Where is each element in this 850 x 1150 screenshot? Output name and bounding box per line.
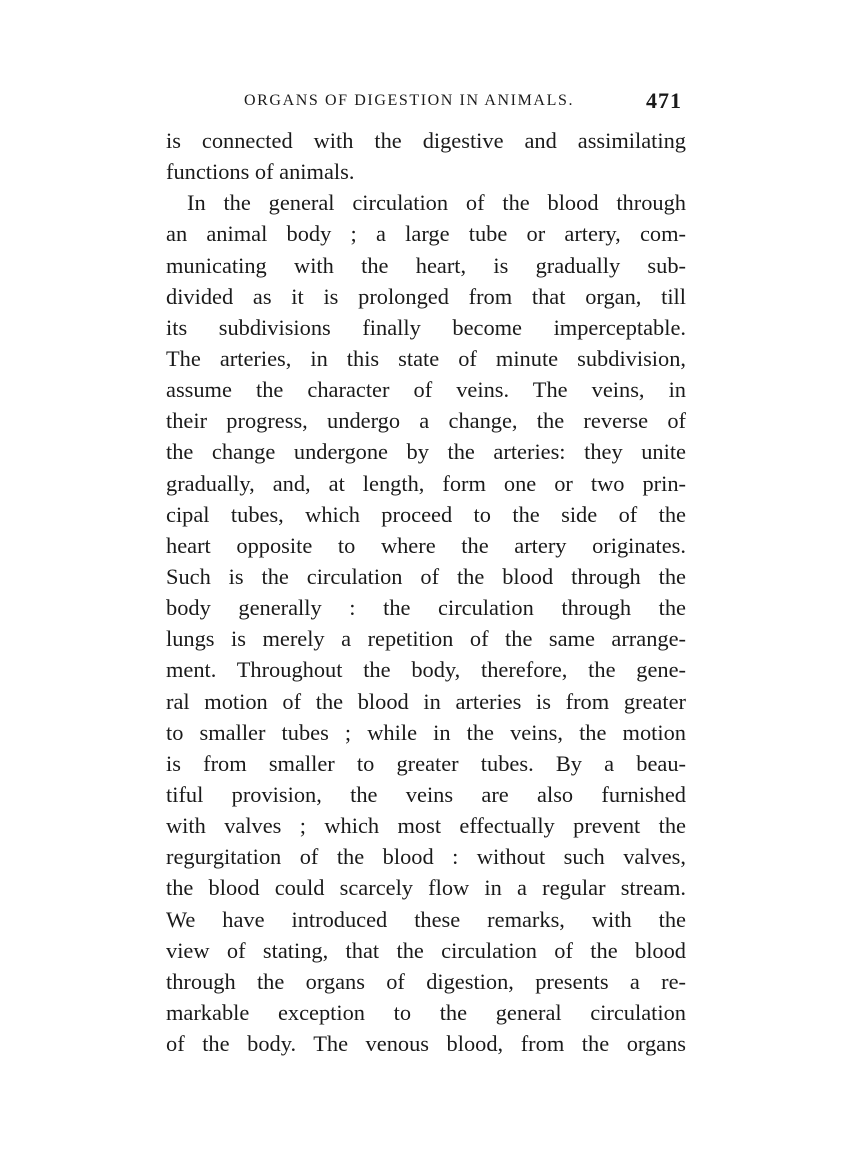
text-line: cipal tubes, which proceed to the side of the [166, 501, 686, 527]
text-line: markable exception to the general circulation [166, 999, 686, 1025]
text-line: body generally : the circulation through the [166, 595, 686, 621]
text-line: is connected with the digestive and assimilating [166, 128, 686, 153]
text-line: We have introduced these remarks, with the [166, 906, 686, 932]
text-line: heart opposite to where the artery originates. [166, 532, 686, 558]
text-line: through the organs of digestion, presents a re- [166, 968, 686, 994]
text-line: Such is the circulation of the blood through the [166, 563, 686, 589]
text-line: gradually, and, at length, form one or two prin- [166, 470, 686, 496]
body-text [166, 125, 686, 1059]
text-line: the change undergone by the arteries: they unite [166, 439, 686, 465]
text-line: functions of animals. [166, 159, 355, 185]
text-line: their progress, undergo a change, the reverse of [166, 408, 686, 434]
text-line: is from smaller to greater tubes. By a beau- [166, 750, 686, 776]
text-line: ral motion of the blood in arteries is from greater [166, 688, 686, 714]
text-line: assume the character of veins. The veins, in [166, 377, 686, 403]
text-line: with valves ; which most effectually prevent the [166, 813, 686, 839]
text-line: to smaller tubes ; while in the veins, the motion [166, 719, 686, 745]
text-line: The arteries, in this state of minute subdivision, [166, 345, 686, 371]
text-line: view of stating, that the circulation of the blood [166, 937, 686, 963]
page-number: 471 [646, 88, 682, 113]
text-line: municating with the heart, is gradually sub- [166, 252, 686, 278]
paragraph-first-line: In the general circulation of the blood through [187, 190, 686, 216]
running-head [244, 88, 684, 118]
text-line: ment. Throughout the body, therefore, the gene- [166, 657, 686, 683]
running-head-title: ORGANS OF DIGESTION IN ANIMALS. [244, 92, 575, 109]
text-line: its subdivisions finally become imperceptable. [166, 314, 686, 340]
text-line: lungs is merely a repetition of the same arrange- [166, 626, 686, 652]
text-line: an animal body ; a large tube or artery, com- [166, 221, 686, 247]
text-line: tiful provision, the veins are also furnished [166, 781, 686, 807]
text-line: of the body. The venous blood, from the organs [166, 1031, 686, 1057]
text-line: the blood could scarcely flow in a regular stream. [166, 875, 686, 901]
text-line: regurgitation of the blood : without such valves, [166, 844, 686, 870]
text-line: divided as it is prolonged from that organ, till [166, 283, 686, 309]
